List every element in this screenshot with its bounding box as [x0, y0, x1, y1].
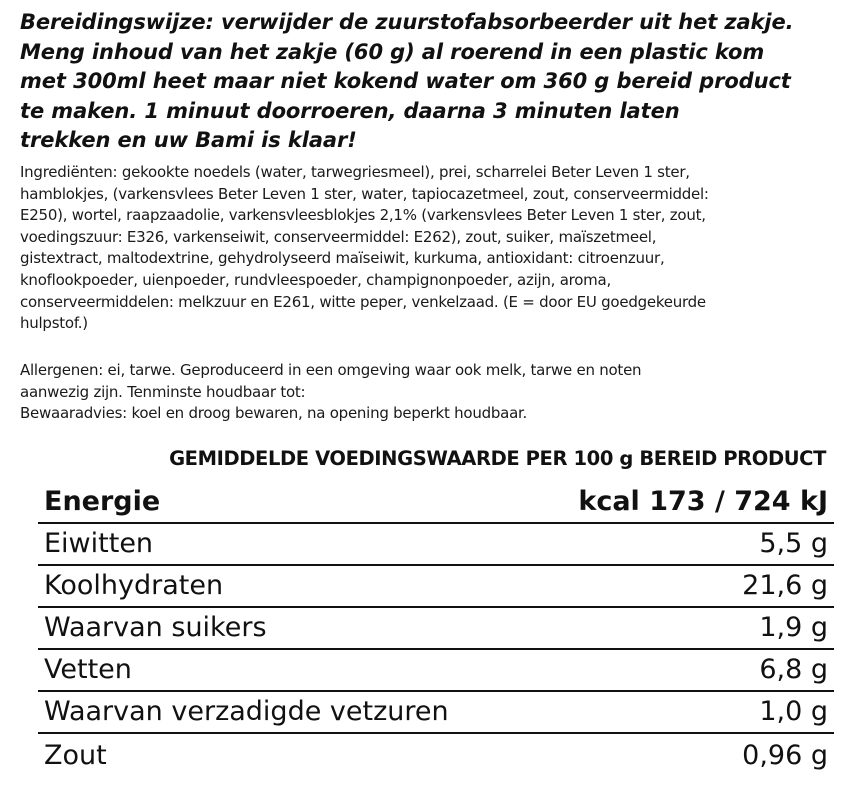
- nutrient-value: kcal 173 / 724 kJ: [578, 486, 828, 517]
- nutrition-row-protein: [38, 524, 834, 566]
- nutrient-value: 5,5 g: [759, 528, 828, 559]
- nutrient-label: Eiwitten: [44, 528, 154, 559]
- nutrient-label: Vetten: [44, 654, 132, 685]
- allergens-text: Allergenen: ei, tarwe. Geproduceerd in een omgeving waar ook melk, tarwe en noten aanwezig zijn. Tenminste houdbaar tot: Bewaaradvies: koel en droog bewaren, na opening beperkt houdbaar.: [20, 361, 642, 423]
- nutrition-row-saturated-fats: [38, 692, 834, 734]
- nutrient-value: 1,0 g: [759, 696, 828, 727]
- nutrient-value: 1,9 g: [759, 612, 828, 643]
- nutrition-row-energy: [38, 484, 834, 524]
- nutrient-value: 21,6 g: [742, 570, 828, 601]
- nutrition-row-sugars: [38, 608, 834, 650]
- nutrient-label: Zout: [44, 740, 107, 771]
- nutrition-row-carbohydrates: [38, 566, 834, 608]
- nutrition-heading: GEMIDDELDE VOEDINGSWAARDE PER 100 g BEREID PRODUCT: [169, 447, 826, 470]
- nutrient-label: Waarvan verzadigde vetzuren: [44, 696, 449, 727]
- nutrient-label: Koolhydraten: [44, 570, 224, 601]
- ingredients-text: Ingrediënten: gekookte noedels (water, tarwegriesmeel), prei, scharrelei Beter Leven 1 ster, hamblokjes, (varkensvlees Beter Leven 1 ster, water, tapiocazetmeel, zout, conserveermiddel: E250), wortel, raapzaadolie, varkensvleesblokjes 2,1% (varkensvlees Beter Leven 1 ster, zout, voedingszuur: E326, varkenseiwit, conserveermiddel: E262), zout, suiker, maïszetmeel, gistextract, maltodextrine, gehydrolyseerd maïseiwit, kurkuma, antioxidant: citroenzuur, knoflookpoeder, uienpoeder, rundvleespoeder, champignonpoeder, azijn, aroma, conserveermiddelen: melkzuur en E261, witte peper, venkelzaad. (E = door EU goedgekeurde hulpstof.): [20, 163, 709, 333]
- nutrient-label: Energie: [44, 486, 161, 517]
- preparation-instructions: Bereidingswijze: verwijder de zuurstofabsorbeerder uit het zakje. Meng inhoud van het zakje (60 g) al roerend in een plastic kom met 300ml heet maar niet kokend water om 360 g bereid product te maken. 1 minuut doorroeren, daarna 3 minuten laten trekken en uw Bami is klaar!: [20, 10, 794, 152]
- nutrient-label: Waarvan suikers: [44, 612, 267, 643]
- nutrition-row-salt: [38, 734, 834, 776]
- nutrient-value: 6,8 g: [759, 654, 828, 685]
- nutrient-value: 0,96 g: [742, 740, 828, 771]
- nutrition-row-fats: [38, 650, 834, 692]
- nutrition-table: [38, 484, 834, 776]
